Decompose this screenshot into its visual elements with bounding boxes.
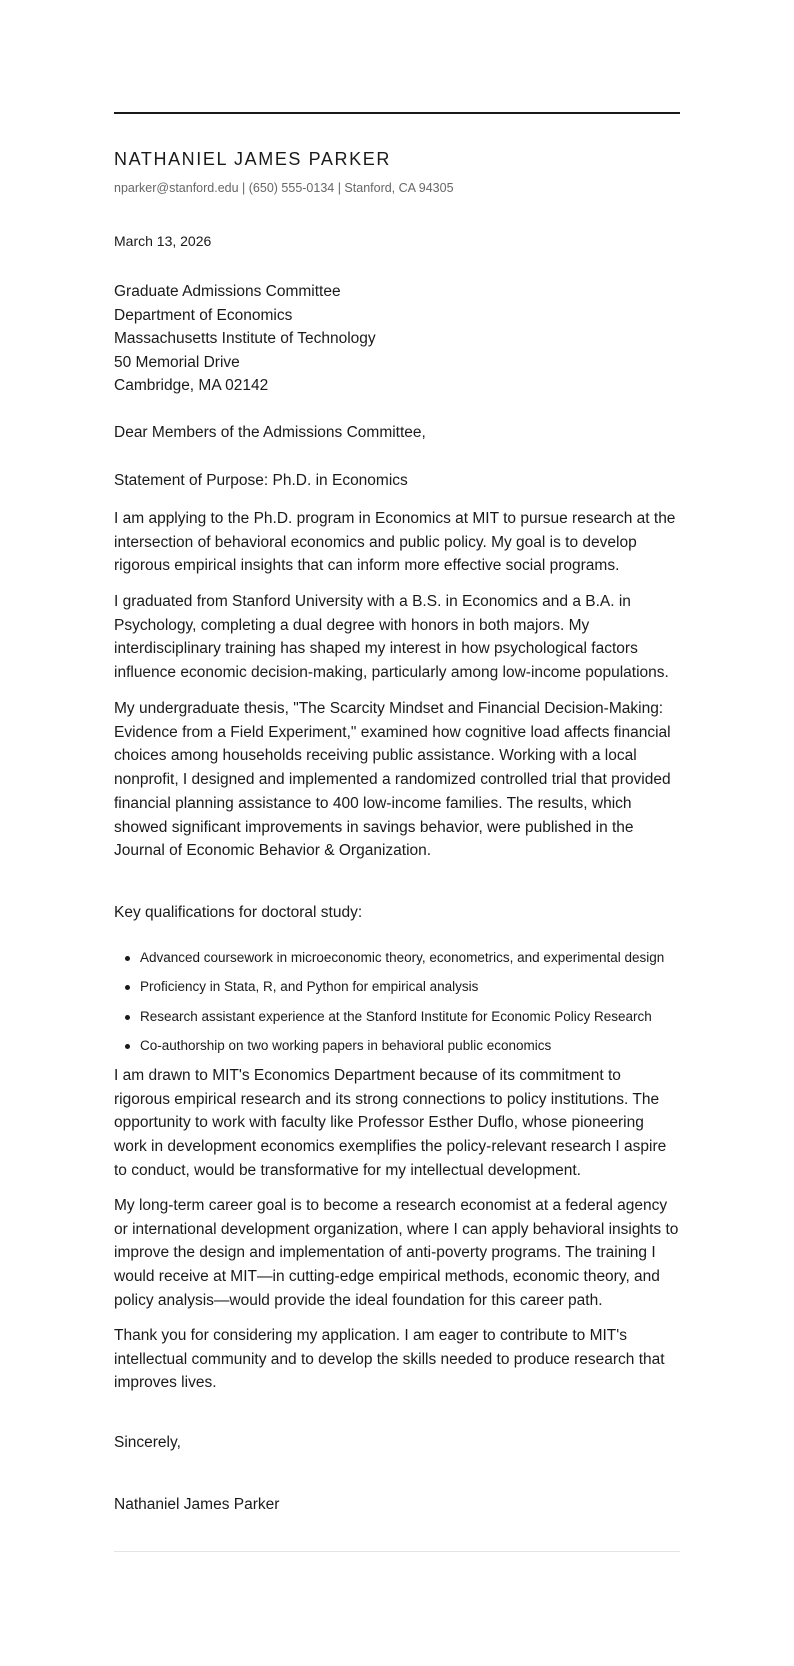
recipient-line: Graduate Admissions Committee: [114, 283, 341, 300]
body-paragraph-thesis: My undergraduate thesis, "The Scarcity Mindset and Financial Decision-Making: Evidence from a Field Experiment," examined how cognitive load affects financial choices among households receiving public assistance. Working with a local nonprofit, I designed and implemented a randomized controlled trial that provided financial planning assistance to 400 low-income families. The results, which showed significant improvements in savings behavior, were published in the Journal of Economic Behavior & Organization.: [114, 700, 671, 860]
subject-line: Statement of Purpose: Ph.D. in Economics: [114, 472, 408, 489]
recipient-address: [114, 280, 376, 398]
recipient-line: Massachusetts Institute of Technology: [114, 330, 376, 347]
sender-name: NATHANIEL JAMES PARKER: [114, 149, 391, 169]
list-item: Proficiency in Stata, R, and Python for empirical analysis: [140, 977, 700, 1006]
list-item: Research assistant experience at the Stanford Institute for Economic Policy Research: [140, 1007, 700, 1036]
list-item: Co-authorship on two working papers in behavioral public economics: [140, 1036, 700, 1065]
body-paragraph-education: I graduated from Stanford University with a B.S. in Economics and a B.A. in Psychology, completing a dual degree with honors in both majors. My interdisciplinary training has shaped my interest in how psychological factors influence economic decision-making, particularly among low-income populations.: [114, 593, 669, 682]
body-paragraph-intro: I am applying to the Ph.D. program in Economics at MIT to pursue research at the intersection of behavioral economics and public policy. My goal is to develop rigorous empirical insights that can inform more effective social programs.: [114, 510, 676, 575]
qualifications-label: Key qualifications for doctoral study:: [114, 904, 363, 921]
signature-name: Nathaniel James Parker: [114, 1496, 280, 1513]
top-divider: [114, 112, 680, 114]
bottom-divider: [114, 1551, 680, 1552]
recipient-line: Department of Economics: [114, 306, 293, 324]
recipient-line: Cambridge, MA 02142: [114, 377, 269, 394]
recipient-line: 50 Memorial Drive: [114, 353, 240, 371]
closing: Sincerely,: [114, 1434, 181, 1451]
sender-contact: nparker@stanford.edu | (650) 555-0134 | Stanford, CA 94305: [114, 181, 454, 195]
qualifications-list: [114, 948, 700, 1065]
body-paragraph-mit: I am drawn to MIT's Economics Department because of its commitment to rigorous empirical research and its strong connections to policy institutions. The opportunity to work with faculty like Professor Esther Duflo, whose pioneering work in development economics exemplifies the policy-relevant research I aspire to conduct, would be transformative for my intellectual development.: [114, 1067, 667, 1179]
salutation: Dear Members of the Admissions Committee,: [114, 424, 426, 441]
list-item: Advanced coursework in microeconomic theory, econometrics, and experimental design: [140, 948, 700, 977]
letter-date: March 13, 2026: [114, 233, 212, 249]
body-paragraph-goals: My long-term career goal is to become a research economist at a federal agency or international development organization, where I can apply behavioral insights to improve the design and implementation of anti-poverty programs. The training I would receive at MIT—in cutting-edge empirical methods, economic theory, and policy analysis—would provide the ideal foundation for this career path.: [114, 1197, 679, 1309]
body-paragraph-thanks: Thank you for considering my application. I am eager to contribute to MIT's intellectual community and to develop the skills needed to produce research that improves lives.: [114, 1327, 665, 1392]
